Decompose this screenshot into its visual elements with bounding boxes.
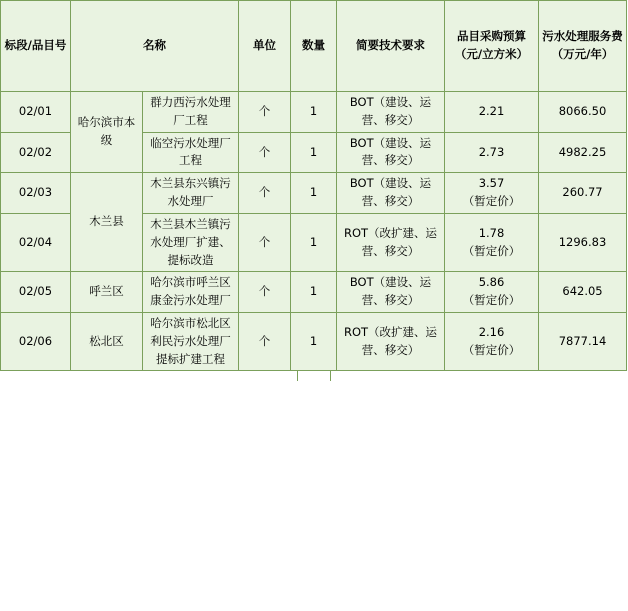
cell-qty: 1 bbox=[291, 92, 337, 133]
table-row bbox=[1, 272, 627, 313]
cell-name: 群力西污水处理厂工程 bbox=[143, 92, 239, 133]
cell-fee: 4982.25 bbox=[539, 132, 627, 173]
cell-fee: 260.77 bbox=[539, 173, 627, 214]
column-header-lot: 标段/品目号 bbox=[1, 1, 71, 92]
table-row bbox=[1, 173, 627, 214]
cell-name: 临空污水处理厂工程 bbox=[143, 132, 239, 173]
table-row bbox=[1, 92, 627, 133]
cell-qty: 1 bbox=[291, 173, 337, 214]
cell-budget-value: 2.73 bbox=[478, 144, 505, 159]
cell-unit: 个 bbox=[239, 272, 291, 313]
table-bottom-tick bbox=[297, 371, 298, 381]
cell-budget-note: （暂定价） bbox=[462, 243, 521, 258]
cell-budget-value: 2.16 bbox=[478, 324, 505, 339]
cell-qty: 1 bbox=[291, 312, 337, 370]
cell-owner: 木兰县 bbox=[71, 173, 143, 272]
table-row bbox=[1, 312, 627, 370]
cell-budget bbox=[445, 92, 539, 133]
cell-budget-value: 3.57 bbox=[478, 176, 505, 191]
cell-name: 木兰县木兰镇污水处理厂扩建、提标改造 bbox=[143, 213, 239, 271]
cell-budget-value: 2.21 bbox=[478, 103, 505, 118]
cell-qty: 1 bbox=[291, 213, 337, 271]
column-header-qty: 数量 bbox=[291, 1, 337, 92]
cell-budget-note: （暂定价） bbox=[462, 293, 521, 308]
table-header bbox=[1, 1, 627, 92]
table-bottom-tick-secondary bbox=[330, 371, 331, 381]
cell-budget-value: 1.78 bbox=[478, 225, 505, 240]
cell-budget bbox=[445, 132, 539, 173]
cell-fee: 7877.14 bbox=[539, 312, 627, 370]
cell-name: 哈尔滨市呼兰区康金污水处理厂 bbox=[143, 272, 239, 313]
cell-tech: ROT（改扩建、运营、移交） bbox=[337, 213, 445, 271]
cell-budget-note: （暂定价） bbox=[462, 194, 521, 209]
table-header-row bbox=[1, 1, 627, 92]
cell-fee: 642.05 bbox=[539, 272, 627, 313]
cell-owner: 呼兰区 bbox=[71, 272, 143, 313]
cell-budget-value: 5.86 bbox=[478, 275, 505, 290]
cell-budget bbox=[445, 272, 539, 313]
cell-unit: 个 bbox=[239, 92, 291, 133]
cell-fee: 1296.83 bbox=[539, 213, 627, 271]
column-header-fee: 污水处理服务费（万元/年） bbox=[539, 1, 627, 92]
cell-budget bbox=[445, 213, 539, 271]
column-header-name: 名称 bbox=[71, 1, 239, 92]
cell-unit: 个 bbox=[239, 213, 291, 271]
column-header-unit: 单位 bbox=[239, 1, 291, 92]
cell-budget-note: （暂定价） bbox=[462, 342, 521, 357]
cell-tech: BOT（建设、运营、移交） bbox=[337, 92, 445, 133]
cell-budget bbox=[445, 312, 539, 370]
cell-tech: ROT（改扩建、运营、移交） bbox=[337, 312, 445, 370]
cell-tech: BOT（建设、运营、移交） bbox=[337, 132, 445, 173]
cell-lot: 02/04 bbox=[1, 213, 71, 271]
column-header-budget: 品目采购预算（元/立方米） bbox=[445, 1, 539, 92]
cell-unit: 个 bbox=[239, 312, 291, 370]
cell-lot: 02/05 bbox=[1, 272, 71, 313]
cell-lot: 02/06 bbox=[1, 312, 71, 370]
cell-owner: 松北区 bbox=[71, 312, 143, 370]
cell-unit: 个 bbox=[239, 173, 291, 214]
table-bottom-edge bbox=[0, 371, 626, 385]
cell-lot: 02/01 bbox=[1, 92, 71, 133]
cell-fee: 8066.50 bbox=[539, 92, 627, 133]
cell-owner: 哈尔滨市本级 bbox=[71, 92, 143, 173]
cell-tech: BOT（建设、运营、移交） bbox=[337, 272, 445, 313]
cell-tech: BOT（建设、运营、移交） bbox=[337, 173, 445, 214]
cell-name: 哈尔滨市松北区利民污水处理厂提标扩建工程 bbox=[143, 312, 239, 370]
cell-budget bbox=[445, 173, 539, 214]
cell-unit: 个 bbox=[239, 132, 291, 173]
cell-qty: 1 bbox=[291, 272, 337, 313]
cell-lot: 02/03 bbox=[1, 173, 71, 214]
cell-lot: 02/02 bbox=[1, 132, 71, 173]
cell-qty: 1 bbox=[291, 132, 337, 173]
table-body bbox=[1, 92, 627, 371]
column-header-tech: 简要技术要求 bbox=[337, 1, 445, 92]
cell-name: 木兰县东兴镇污水处理厂 bbox=[143, 173, 239, 214]
